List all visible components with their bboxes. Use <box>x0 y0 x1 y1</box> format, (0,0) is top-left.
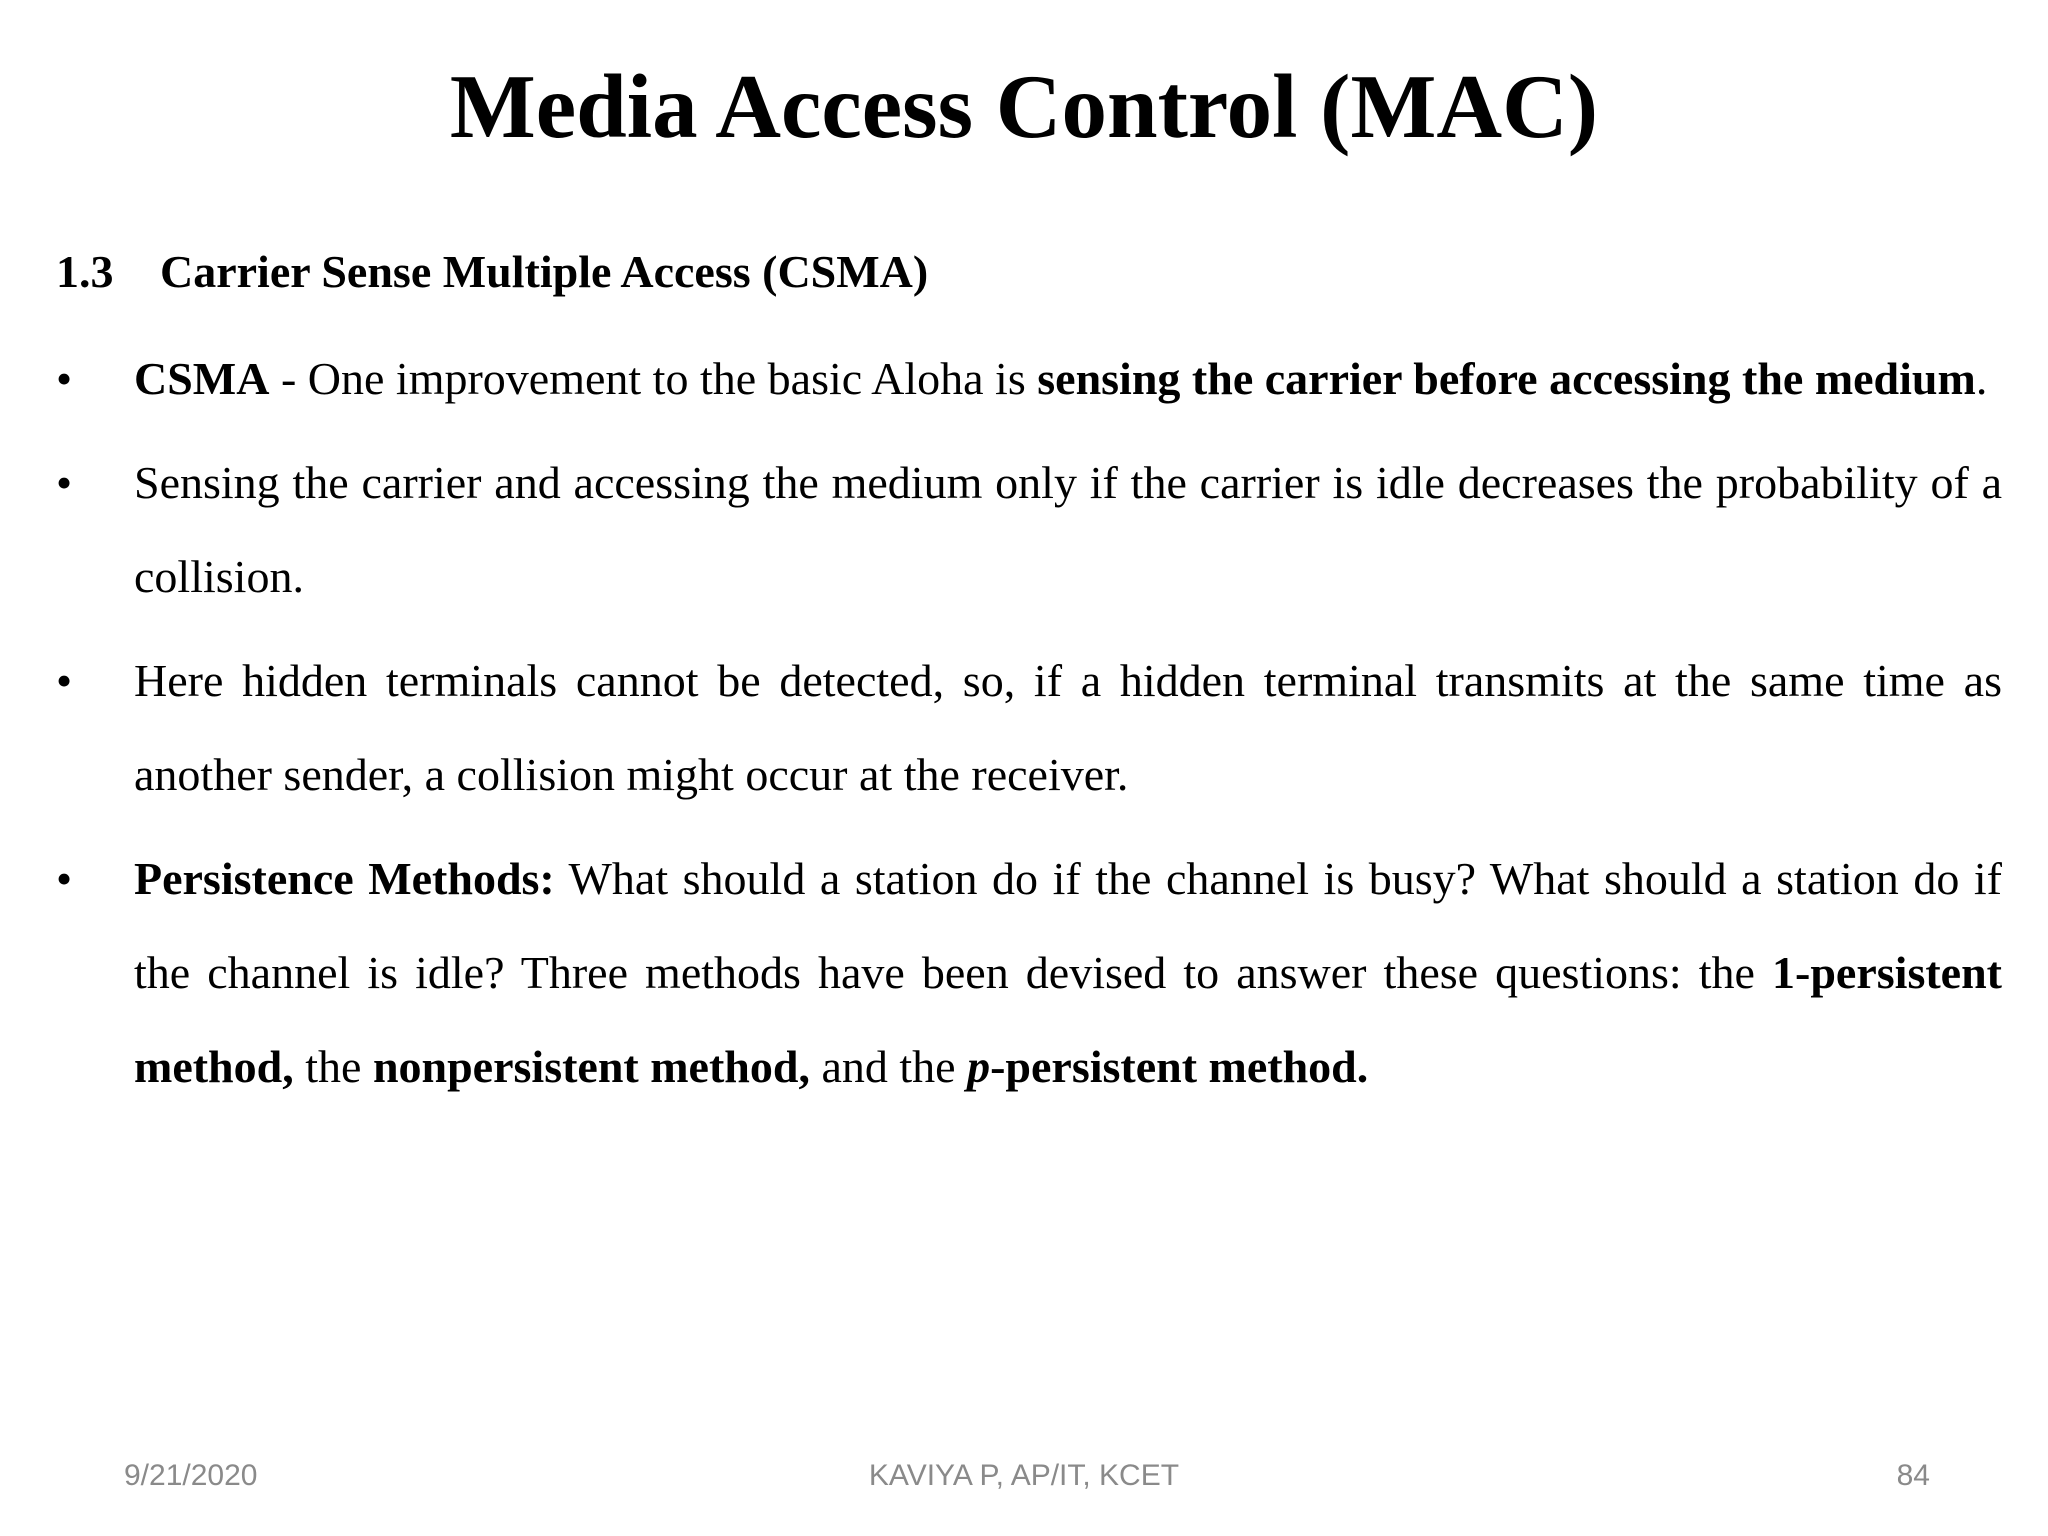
bullet-csma-term: CSMA <box>134 353 270 404</box>
bullet-persistence-methods <box>56 832 2002 1114</box>
bullet-hidden-terminals <box>56 634 2002 822</box>
method-p-persistent: -persistent method. <box>990 1041 1369 1092</box>
bullet-icon: • <box>56 457 73 508</box>
bullet-sensing-text: Sensing the carrier and accessing the medium only if the carrier is idle decreases the probability of a collision. <box>134 457 2002 602</box>
bullet-hidden-terminals-text: Here hidden terminals cannot be detected, so, if a hidden terminal transmits at the same time as another sender, a collision might occur at the receiver. <box>134 655 2002 800</box>
bullet-list <box>56 332 2002 1124</box>
footer-page-number: 84 <box>1896 1459 1930 1492</box>
bullet-csma-period: . <box>1975 353 1988 404</box>
slide-title: Media Access Control (MAC) <box>449 56 1599 157</box>
footer-author: KAVIYA P, AP/IT, KCET <box>868 1459 1180 1492</box>
method-1-persistent: 1-persistent method, <box>134 947 2002 1092</box>
method-p-letter: p <box>967 1041 991 1092</box>
footer-date: 9/21/2020 <box>124 1459 258 1492</box>
persistence-text: What should a station do if the channel is busy? What should a station do if the channel is idle? Three methods have been devised to answer these questions: the <box>134 853 2002 998</box>
bullet-csma-text: - One improvement to the basic Aloha is <box>269 353 1038 404</box>
method-nonpersistent: nonpersistent method, <box>372 1041 810 1092</box>
section-title: Carrier Sense Multiple Access (CSMA) <box>160 246 929 297</box>
persistence-text-3: and the <box>809 1041 968 1092</box>
bullet-icon: • <box>56 655 73 706</box>
persistence-term: Persistence Methods: <box>134 853 555 904</box>
bullet-csma-emphasis: sensing the carrier before accessing the medium <box>1037 353 1976 404</box>
bullet-icon: • <box>56 853 73 904</box>
section-number: 1.3 <box>56 246 114 297</box>
bullet-csma <box>56 332 2002 426</box>
bullet-icon: • <box>56 353 73 404</box>
bullet-sensing <box>56 436 2002 624</box>
persistence-text-2: the <box>293 1041 373 1092</box>
section-heading <box>56 244 928 300</box>
